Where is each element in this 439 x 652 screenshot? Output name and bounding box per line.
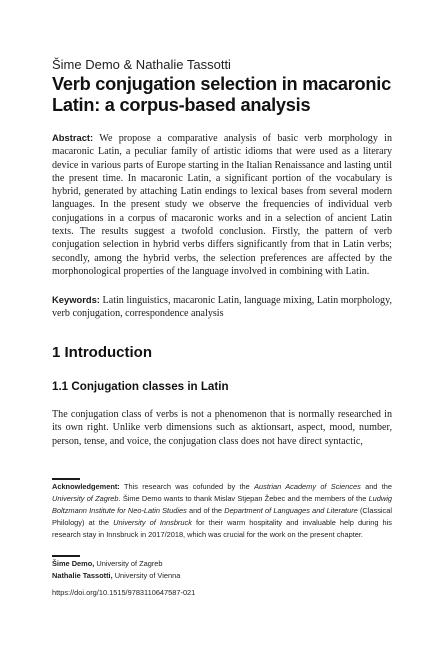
section-heading bbox=[52, 344, 152, 362]
subsection-title: Conjugation classes in Latin bbox=[71, 380, 229, 393]
abstract bbox=[52, 131, 392, 278]
affiliation-item bbox=[52, 570, 392, 582]
affiliation-rule bbox=[52, 555, 80, 557]
intro-paragraph: The conjugation class of verbs is not a phenomenon that is normally researched in its own right. Unlike verb dimensions such as aktionsart, aspect, mood, number, person, tense, and voice, the conjugation class does not have direct syntactic, bbox=[52, 409, 392, 447]
ack-institution-department: Department of Languages and Literature bbox=[224, 505, 358, 515]
abstract-text: We propose a comparative analysis of basic verb morphology in macaronic Latin, a peculiar family of artistic idioms that were used as a literary device in various parts of Europe starting in the Italian Renaissance and lasting until the present time. In macaronic Latin, a significant portion of the vocabulary is hybrid, generated by attaching Latin endings to lexical bases from several modern languages. In the present study we observe the frequencies of individual verb conjugations in a corpus of macaronic works and in a selection of ancient Latin texts. The results suggest a twofold conclusion. Firstly, the pattern of verb conjugation selection in hybrid verbs differs significantly from that in Latin verbs; secondly, among the hybrid verbs, the selection preferences are affected by the morphonological properties of the language involved in combining with Latin. bbox=[52, 133, 393, 277]
ack-institution-academy: Austrian Academy of Sciences bbox=[254, 482, 361, 491]
keywords-text: Latin linguistics, macaronic Latin, language mixing, Latin morphology, verb conjugation, correspondence analysis bbox=[52, 295, 392, 320]
affiliation-place: University of Zagreb bbox=[96, 559, 163, 568]
affiliations bbox=[52, 558, 392, 582]
affiliation-author-name: Šime Demo, bbox=[52, 559, 95, 568]
author-line: Šime Demo & Nathalie Tassotti bbox=[52, 57, 231, 72]
affiliation-place: University of Vienna bbox=[114, 570, 181, 580]
ack-institution-boltzmann: Ludwig Boltzmann Institute for Neo-Latin Studies bbox=[52, 493, 392, 515]
ack-institution-zagreb: University of Zagreb bbox=[52, 493, 119, 503]
ack-text-3: . Šime Demo wants to thank Mislav Stjepan Žebec and the members of the bbox=[118, 493, 367, 503]
abstract-label: Abstract: bbox=[52, 132, 94, 143]
affiliation-item bbox=[52, 558, 392, 570]
affiliation-author-name: Nathalie Tassotti, bbox=[52, 570, 113, 580]
subsection-number: 1.1 bbox=[52, 380, 69, 393]
keywords-label: Keywords: bbox=[52, 294, 100, 305]
ack-institution-innsbruck: University of Innsbruck bbox=[113, 517, 192, 527]
ack-text-4: and of the bbox=[188, 505, 223, 515]
section-number: 1 bbox=[52, 344, 61, 361]
footnote-rule bbox=[52, 478, 80, 480]
ack-text-5: (Classical Philology) at the bbox=[52, 505, 392, 527]
paper-title: Verb conjugation selection in macaronic Latin: a corpus-based analysis bbox=[52, 74, 391, 115]
ack-text-6: for their warm hospitality and invaluable help during his research stay in Innsbruck in 2017/2018, which was crucial for the work on the present chapter. bbox=[52, 517, 392, 539]
keywords bbox=[52, 293, 392, 321]
doi-link[interactable]: https://doi.org/10.1515/9783110647587-021 bbox=[52, 588, 196, 597]
section-title: Introduction bbox=[64, 344, 152, 361]
ack-text-1: This research was cofunded by the bbox=[123, 482, 250, 491]
acknowledgement-label: Acknowledgement: bbox=[52, 482, 120, 491]
subsection-heading bbox=[52, 380, 229, 394]
ack-text-2: and the bbox=[365, 482, 392, 491]
acknowledgement bbox=[52, 481, 392, 541]
